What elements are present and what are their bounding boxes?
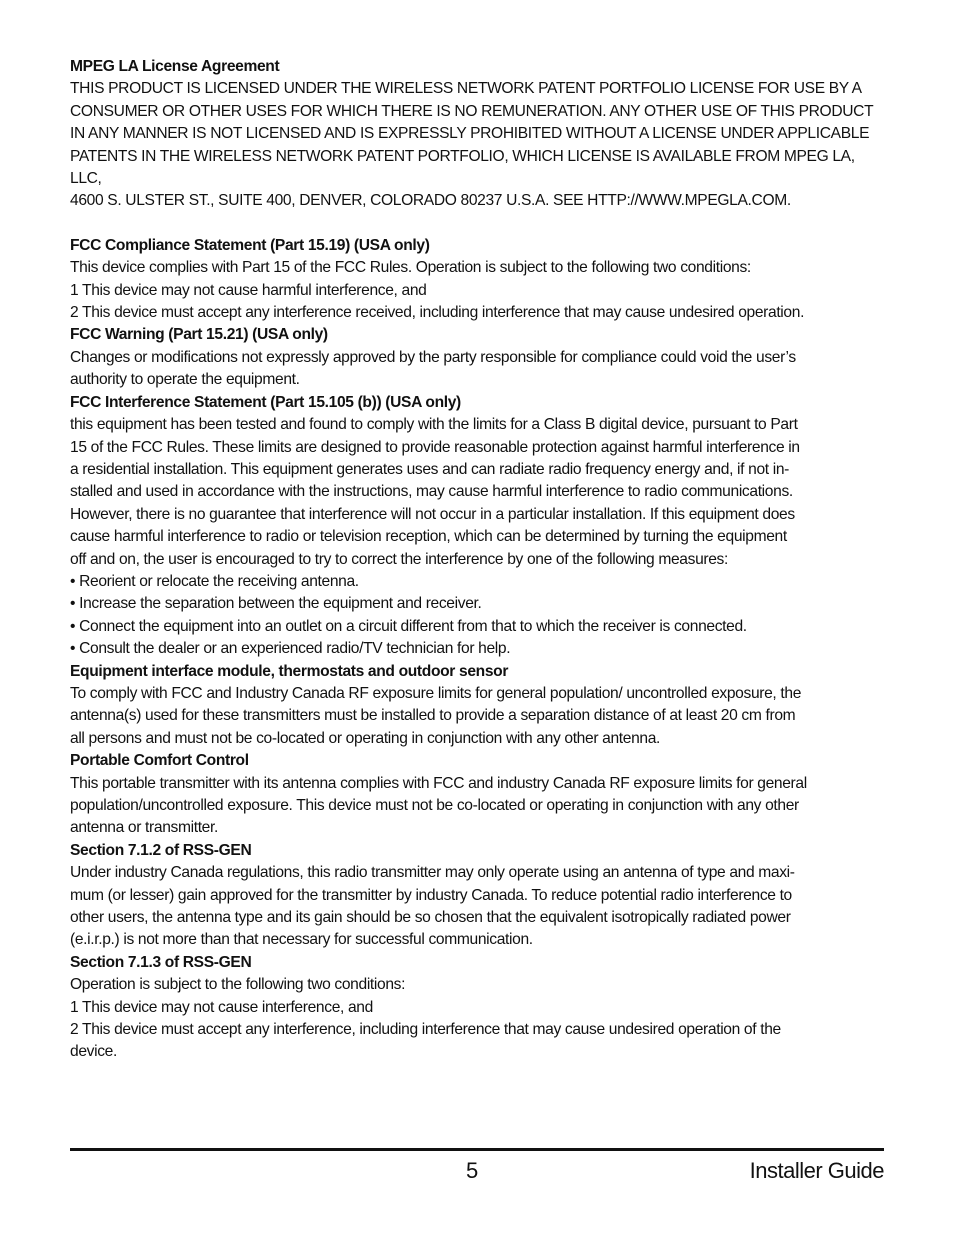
fcc-interference-heading: FCC Interference Statement (Part 15.105 (b)) (USA only) xyxy=(70,393,461,411)
rss-712-line: (e.i.r.p.) is not more than that necessary for successful communication. xyxy=(70,931,533,949)
fcc-interference-line: 15 of the FCC Rules. These limits are designed to provide reasonable protection against harmful interference in xyxy=(70,438,800,456)
measure-bullet: • Increase the separation between the equipment and receiver. xyxy=(70,595,482,613)
fcc-interference-line: off and on, the user is encouraged to try to correct the interference by one of the following measures: xyxy=(70,550,728,568)
portable-line: antenna or transmitter. xyxy=(70,819,218,837)
mpeg-line: CONSUMER OR OTHER USES FOR WHICH THERE IS NO REMUNERATION. ANY OTHER USE OF THIS PRODUCT xyxy=(70,102,874,120)
measure-bullet: • Connect the equipment into an outlet on a circuit different from that to which the receiver is connected. xyxy=(70,617,747,635)
mpeg-line: THIS PRODUCT IS LICENSED UNDER THE WIRELESS NETWORK PATENT PORTFOLIO LICENSE FOR USE BY A xyxy=(70,80,862,98)
page-number: 5 xyxy=(466,1158,479,1183)
rss-713-line: 2 This device must accept any interference, including interference that may cause undesired operation of the xyxy=(70,1021,781,1039)
rss-712-heading: Section 7.1.2 of RSS-GEN xyxy=(70,841,252,859)
mpeg-line: IN ANY MANNER IS NOT LICENSED AND IS EXPRESSLY PROHIBITED WITHOUT A LICENSE UNDER APPLICABLE xyxy=(70,125,870,143)
fcc-compliance-line: This device complies with Part 15 of the FCC Rules. Operation is subject to the following two conditions: xyxy=(70,259,751,277)
equipment-line: all persons and must not be co-located or operating in conjunction with any other antenna. xyxy=(70,729,661,747)
equipment-line: antenna(s) used for these transmitters must be installed to provide a separation distance of at least 20 cm from xyxy=(70,707,796,725)
fcc-warning-line: authority to operate the equipment. xyxy=(70,371,300,389)
document-body xyxy=(70,56,886,1064)
fcc-warning-heading: FCC Warning (Part 15.21) (USA only) xyxy=(70,326,328,344)
measure-bullet: • Reorient or relocate the receiving antenna. xyxy=(70,572,359,590)
equipment-line: To comply with FCC and Industry Canada RF exposure limits for general population/ uncontrolled exposure, the xyxy=(70,684,802,702)
mpeg-line: PATENTS IN THE WIRELESS NETWORK PATENT PORTFOLIO, WHICH LICENSE IS AVAILABLE FROM MPEG LA, LLC, xyxy=(70,147,855,188)
footer-title: Installer Guide xyxy=(749,1158,884,1183)
fcc-warning-line: Changes or modifications not expressly approved by the party responsible for compliance could void the user’s xyxy=(70,348,796,366)
fcc-compliance-line: 2 This device must accept any interference received, including interference that may cause undesired operation. xyxy=(70,304,805,322)
rss-713-line: 1 This device may not cause interference, and xyxy=(70,998,373,1016)
rss-713-line: device. xyxy=(70,1043,117,1061)
fcc-interference-line: However, there is no guarantee that interference will not occur in a particular installation. If this equipment does xyxy=(70,505,795,523)
mpeg-line: 4600 S. ULSTER ST., SUITE 400, DENVER, COLORADO 80237 U.S.A. SEE HTTP://WWW.MPEGLA.COM. xyxy=(70,192,791,210)
fcc-compliance-heading: FCC Compliance Statement (Part 15.19) (USA only) xyxy=(70,236,430,254)
footer-divider xyxy=(70,1148,884,1151)
rss-712-line: Under industry Canada regulations, this radio transmitter may only operate using an antenna of type and maxi- xyxy=(70,864,795,882)
rss-713-heading: Section 7.1.3 of RSS-GEN xyxy=(70,953,252,971)
fcc-interference-line: stalled and used in accordance with the instructions, may cause harmful interference to radio communications. xyxy=(70,483,793,501)
fcc-interference-line: a residential installation. This equipment generates uses and can radiate radio frequency energy and, if not in- xyxy=(70,460,790,478)
mpeg-heading: MPEG LA License Agreement xyxy=(70,58,280,75)
rss-712-line: other users, the antenna type and its gain should be so chosen that the equivalent isotropically radiated power xyxy=(70,909,791,927)
fcc-interference-line: cause harmful interference to radio or television reception, which can be determined by turning the equipment xyxy=(70,528,787,546)
rss-713-line: Operation is subject to the following two conditions: xyxy=(70,976,406,994)
measure-bullet: • Consult the dealer or an experienced radio/TV technician for help. xyxy=(70,640,511,658)
rss-712-line: mum (or lesser) gain approved for the transmitter by industry Canada. To reduce potential radio interference to xyxy=(70,886,792,904)
section-gap xyxy=(70,213,886,235)
equipment-heading: Equipment interface module, thermostats and outdoor sensor xyxy=(70,662,509,680)
fcc-compliance-line: 1 This device may not cause harmful interference, and xyxy=(70,281,427,299)
portable-heading: Portable Comfort Control xyxy=(70,752,249,770)
fcc-interference-line: this equipment has been tested and found to comply with the limits for a Class B digital device, pursuant to Part xyxy=(70,416,798,434)
portable-line: population/uncontrolled exposure. This device must not be co-located or operating in conjunction with any other xyxy=(70,797,799,814)
portable-line: This portable transmitter with its antenna complies with FCC and industry Canada RF exposure limits for general xyxy=(70,774,807,792)
